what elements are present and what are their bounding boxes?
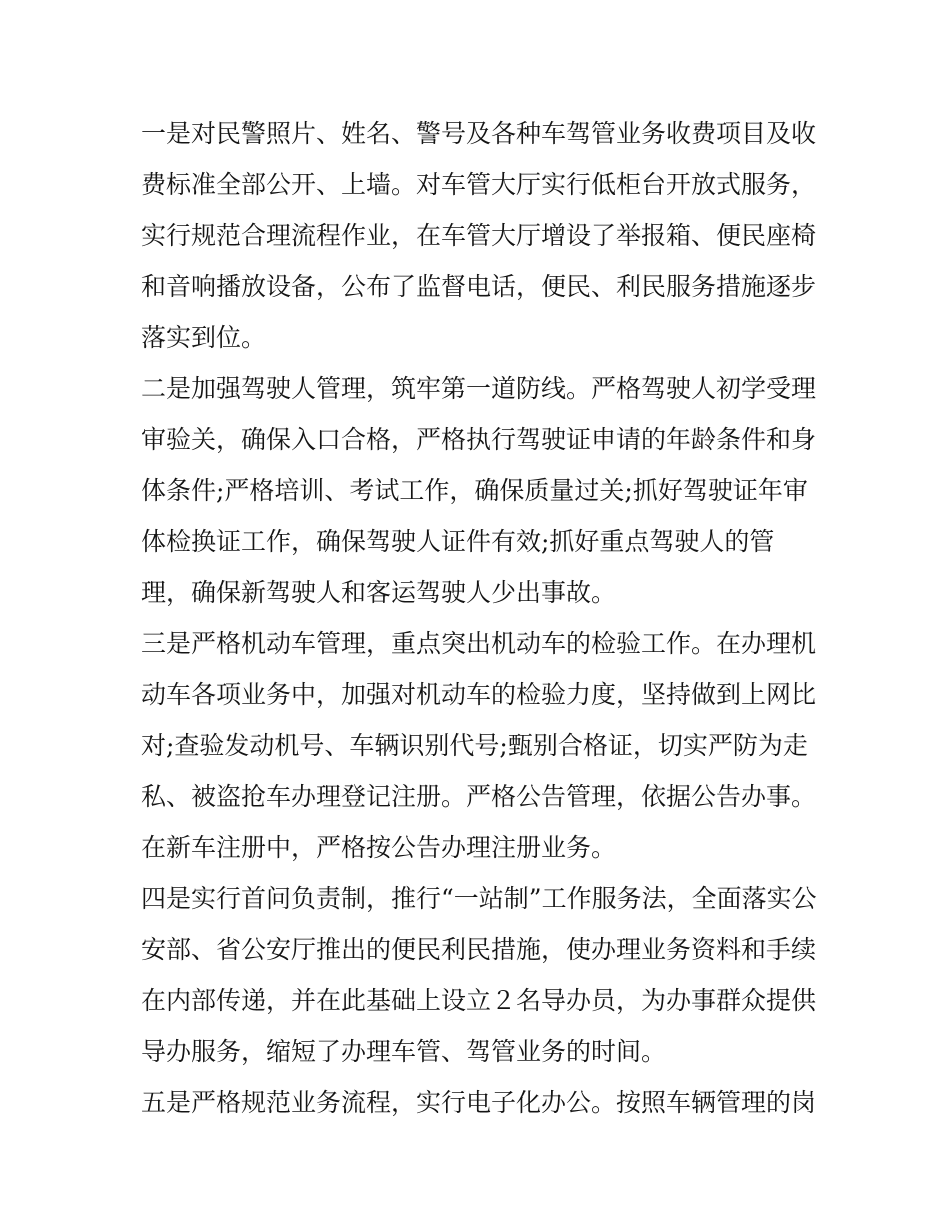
text-line: 二是加强驾驶人管理，筑牢第一道防线。严格驾驶人初学受理	[141, 374, 817, 403]
text-line: 五是严格规范业务流程，实行电子化办公。按照车辆管理的岗	[141, 1088, 817, 1117]
text-line: 对;查验发动机号、车辆识别代号;甄别合格证，切实严防为走	[141, 731, 808, 760]
body-text	[141, 108, 821, 1128]
text-line: 在新车注册中，严格按公告办理注册业务。	[141, 833, 617, 862]
text-line: 导办服务，缩短了办理车管、驾管业务的时间。	[141, 1037, 667, 1066]
text-line: 三是严格机动车管理，重点突出机动车的检验工作。在办理机	[141, 629, 817, 658]
text-line: 体条件;严格培训、考试工作，确保质量过关;抓好驾驶证年审	[141, 476, 808, 505]
text-line: 理，确保新驾驶人和客运驾驶人少出事故。	[141, 578, 617, 607]
text-line: 和音响播放设备，公布了监督电话，便民、利民服务措施逐步	[141, 272, 817, 301]
text-line: 落实到位。	[141, 323, 267, 352]
text-line: 体检换证工作，确保驾驶人证件有效;抓好重点驾驶人的管	[141, 527, 775, 556]
text-line: 动车各项业务中，加强对机动车的检验力度，坚持做到上网比	[141, 680, 817, 709]
text-line: 安部、省公安厅推出的便民利民措施，使办理业务资料和手续	[141, 935, 817, 964]
text-line: 四是实行首问负责制，推行“一站制”工作服务法，全面落实公	[141, 884, 817, 913]
text-line: 审验关，确保入口合格，严格执行驾驶证申请的年龄条件和身	[141, 425, 817, 454]
text-line: 一是对民警照片、姓名、警号及各种车驾管业务收费项目及收	[141, 119, 817, 148]
text-line: 私、被盗抢车办理登记注册。严格公告管理，依据公告办事。	[141, 782, 817, 811]
text-line: 在内部传递，并在此基础上设立２名导办员，为办事群众提供	[141, 986, 817, 1015]
text-line: 费标准全部公开、上墙。对车管大厅实行低柜台开放式服务，	[141, 170, 817, 199]
text-line: 实行规范合理流程作业，在车管大厅增设了举报箱、便民座椅	[141, 221, 817, 250]
